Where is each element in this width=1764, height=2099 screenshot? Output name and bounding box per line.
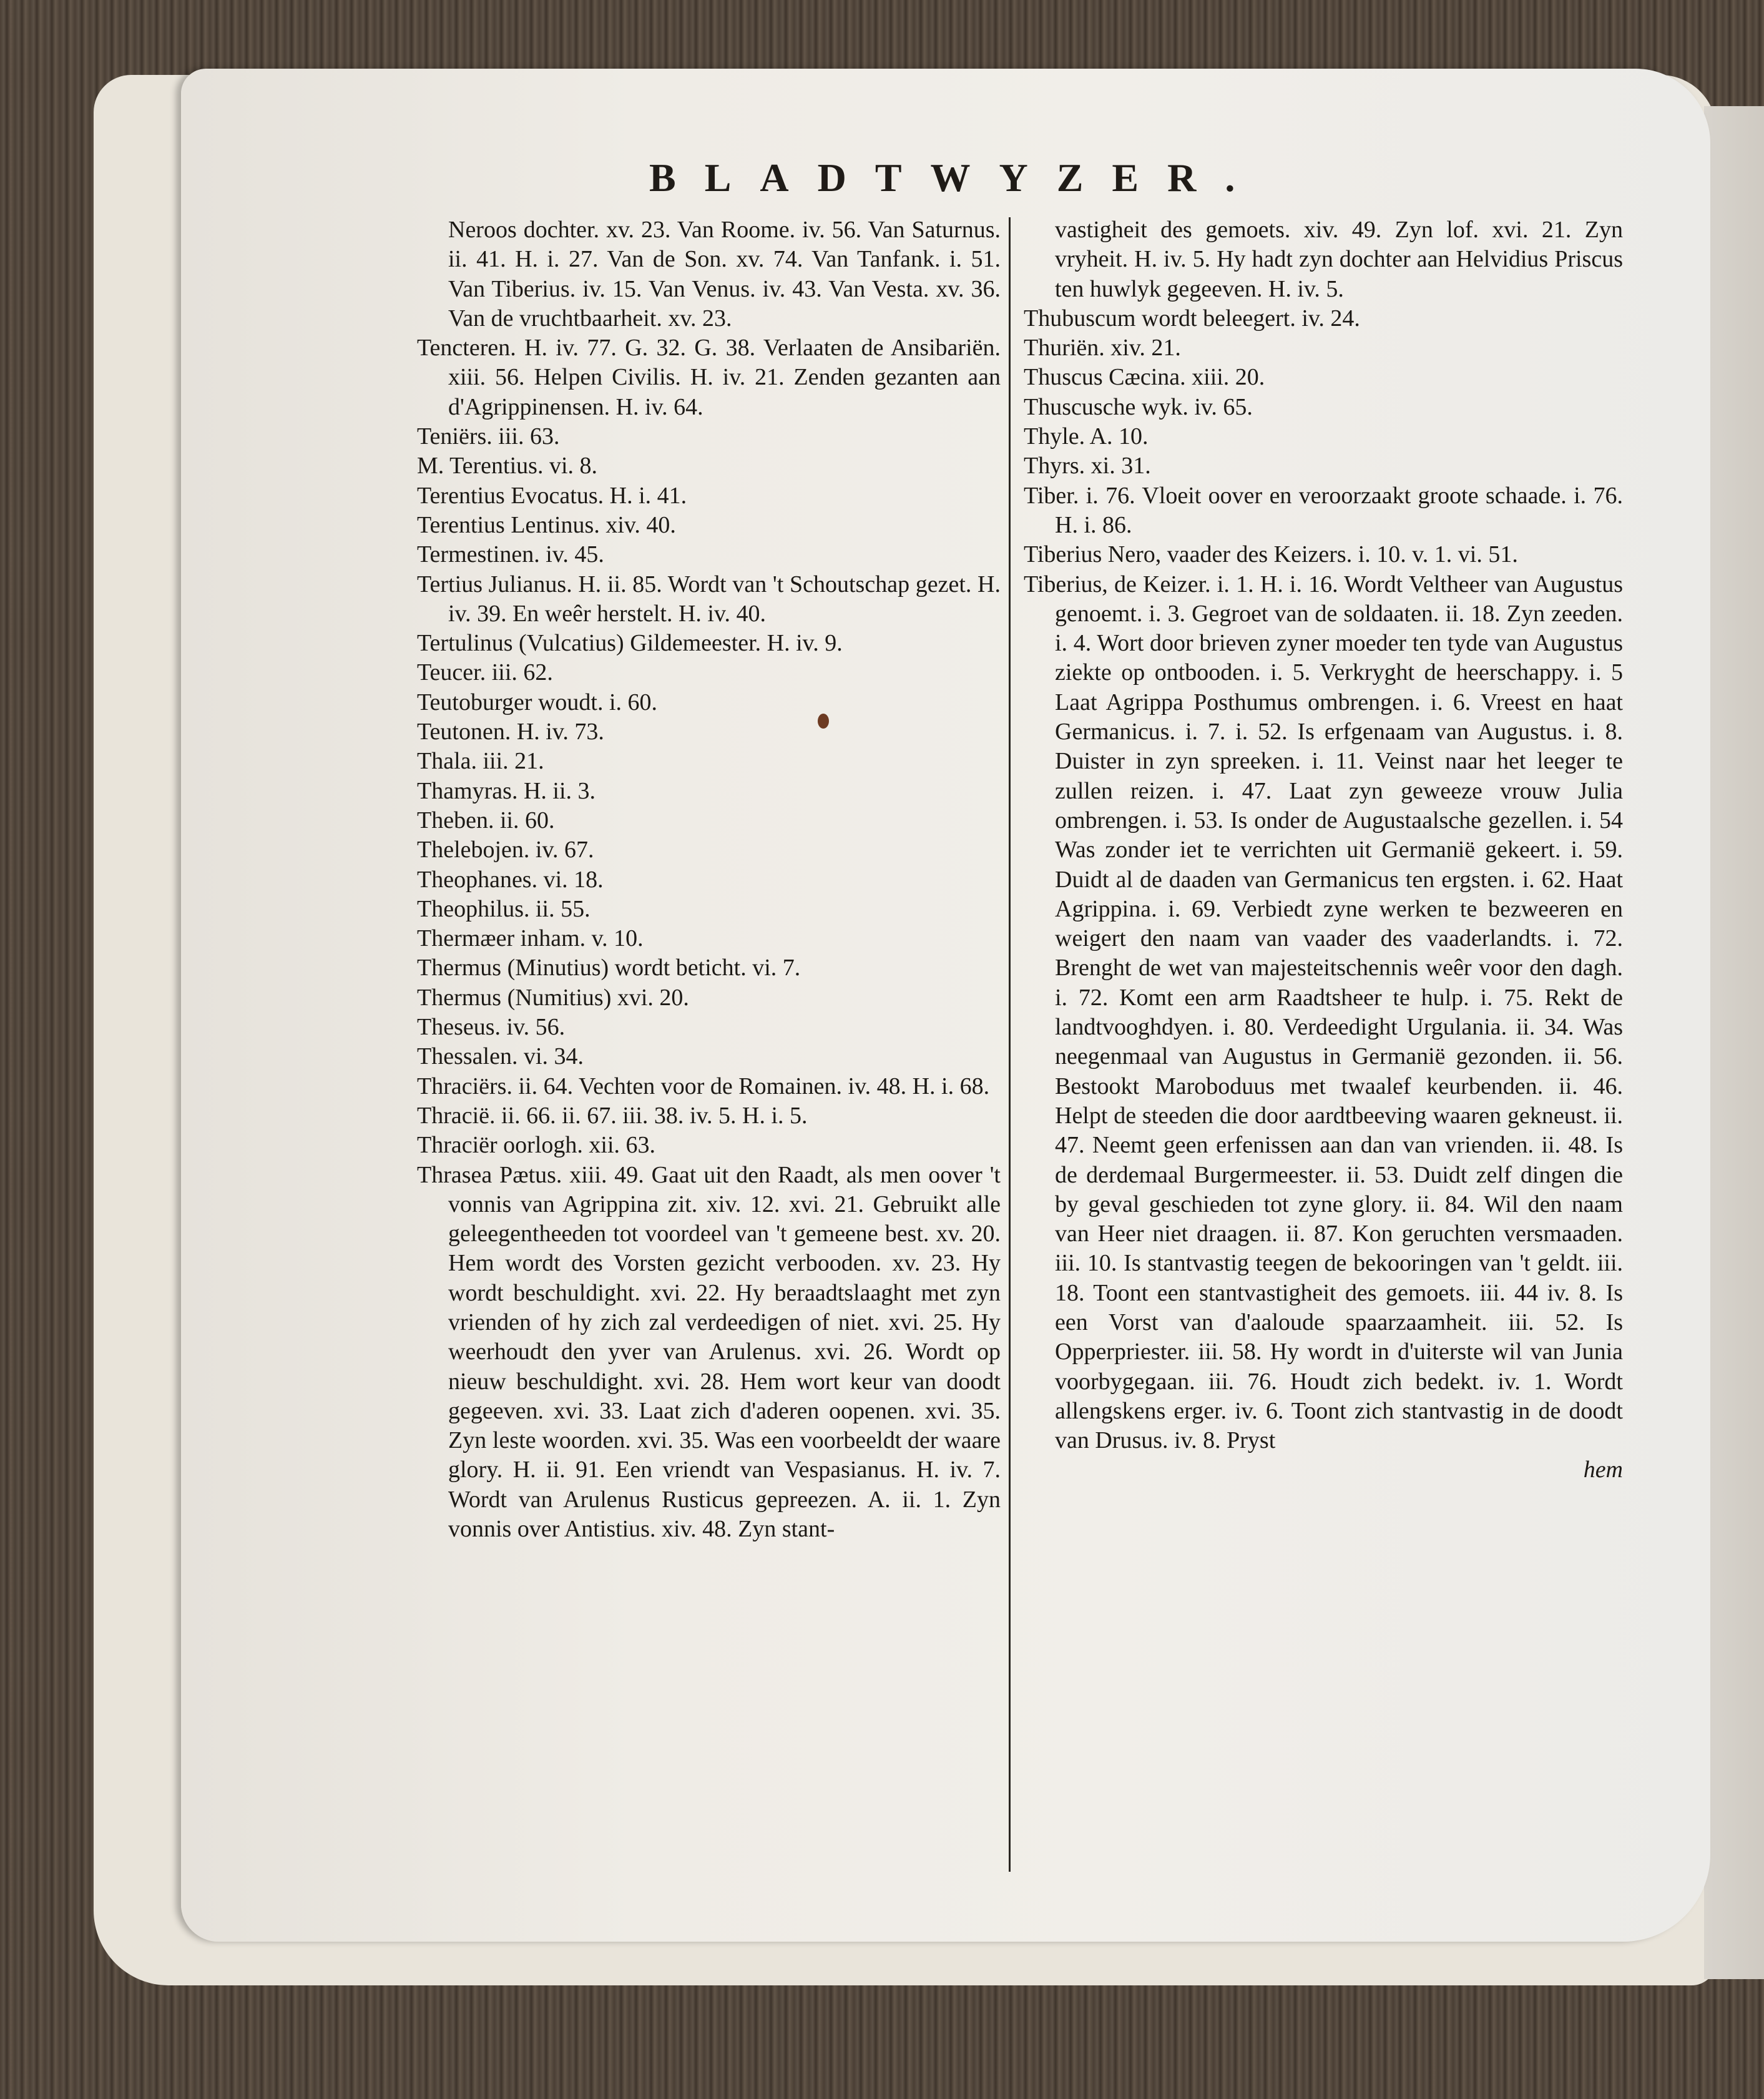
catchword: hem <box>1583 1457 1623 1483</box>
index-entry: Thracië. ii. 66. ii. 67. iii. 38. iv. 5. H. i. 5. <box>417 1102 808 1129</box>
ink-stain <box>818 714 829 729</box>
index-entry: Thrasea Pætus. xiii. 49. Gaat uit den Raadt, als men oover 't vonnis van Agrippina zit. xiv. 12. xvi. 21. Gebruikt alle geleegentheeden tot voordeel van 't gemeene best. xv. 20. Hem wordt des Vorsten gezicht verbooden. xv. 23. Hy wordt beschuldight. xvi. 22. Hy beraadtslaaght met zyn vrienden of hy zich zal verdeedigen of niet. xvi. 25. Hy weerhoudt den yver van Arulenus. xvi. 26. Wordt op nieuw beschuldight. xvi. 28. Hem wort keur van doodt gegeeven. xvi. 33. Laat zich d'aderen oopenen. xvi. 35. Zyn leste woorden. xvi. 35. Was een voorbeeldt der waare glory. H. ii. 91. Een vriendt van Vespasianus. H. iv. 7. Wordt van Arulenus Rusticus gepreezen. A. ii. 1. Zyn vonnis over Antistius. xiv. 48. Zyn stant- <box>417 1161 1001 1543</box>
index-entry: Thraciërs. ii. 64. Vechten voor de Romainen. iv. 48. H. i. 68. <box>417 1073 990 1099</box>
index-entry: Thermus (Minutius) wordt beticht. vi. 7. <box>417 955 801 981</box>
index-entry: Theophanes. vi. 18. <box>417 866 604 893</box>
facing-page-edge <box>1704 106 1764 1979</box>
index-entry: Thuscusche wyk. iv. 65. <box>1024 393 1253 420</box>
index-entry: Terentius Lentinus. xiv. 40. <box>417 511 676 538</box>
column-divider <box>1009 217 1011 1872</box>
index-entry: Thubuscum wordt beleegert. iv. 24. <box>1024 305 1360 332</box>
index-entry: Thermus (Numitius) xvi. 20. <box>417 984 689 1011</box>
index-entry: Teutoburger woudt. i. 60. <box>417 689 658 715</box>
index-entry: Thala. iii. 21. <box>417 748 544 775</box>
index-column-right <box>1024 215 1623 1485</box>
index-entry: Tencteren. H. iv. 77. G. 32. G. 38. Verlaaten de Ansibariën. xiii. 56. Helpen Civilis. H. iv. 21. Zenden gezanten aan d'Agrippinensen. H. iv. 64. <box>417 335 1001 420</box>
index-entry: M. Terentius. vi. 8. <box>417 453 598 479</box>
index-entry: Theophilus. ii. 55. <box>417 895 590 922</box>
index-entry: Thuscus Cæcina. xiii. 20. <box>1024 364 1265 391</box>
index-entry: Tiber. i. 76. Vloeit oover en veroorzaakt groote schaade. i. 76. H. i. 86. <box>1024 482 1623 538</box>
index-entry: Thuriën. xiv. 21. <box>1024 335 1181 361</box>
index-entry: Thelebojen. iv. 67. <box>417 837 594 863</box>
index-entry: Theben. ii. 60. <box>417 807 555 833</box>
index-entry: Termestinen. iv. 45. <box>417 541 604 568</box>
index-entry: Thyrs. xi. 31. <box>1024 453 1151 479</box>
index-entry: vastigheit des gemoets. xiv. 49. Zyn lof. xvi. 21. Zyn vryheit. H. iv. 5. Hy hadt zyn dochter aan Helvidius Priscus ten huwlyk gegeeven. H. iv. 5. <box>1055 217 1623 302</box>
page-title: BLADTWYZER. <box>649 155 1264 200</box>
index-entry: Tertius Julianus. H. ii. 85. Wordt van 't Schoutschap gezet. H. iv. 39. En weêr herstelt. H. iv. 40. <box>417 571 1001 627</box>
index-column-left <box>417 215 1001 1544</box>
index-entry: Terentius Evocatus. H. i. 41. <box>417 482 687 509</box>
index-entry: Tiberius Nero, vaader des Keizers. i. 10. v. 1. vi. 51. <box>1024 541 1518 568</box>
index-entry: Tertulinus (Vulcatius) Gildemeester. H. iv. 9. <box>417 630 843 657</box>
index-entry: Thermæer inham. v. 10. <box>417 925 644 952</box>
index-entry: Thraciër oorlogh. xii. 63. <box>417 1132 656 1159</box>
index-entry: Teutonen. H. iv. 73. <box>417 719 604 745</box>
index-entry: Tiberius, de Keizer. i. 1. H. i. 16. Wordt Veltheer van Augustus genoemt. i. 3. Gegroet van de soldaaten. ii. 18. Zyn zeeden. i. 4. Wort door brieven zyner moeder ten tyde van Augustus ziekte op ontbooden. i. 5. Verkryght de heerschappy. i. 5 Laat Agrippa Posthumus ombrengen. i. 6. Vreest en haat Germanicus. i. 7. i. 52. Is erfgenaam van Augustus. i. 8. Duister in zyn spreeken. i. 11. Veinst naar het leeger te zullen reizen. i. 47. Laat zyn geweeze vrouw Julia ombrengen. i. 53. Is onder de Augustaalsche gezellen. i. 54 Was zonder iet te verrichten uit Germanië gekeert. i. 59. Duidt al de daaden van Germanicus ten ergsten. i. 62. Haat Agrippina. i. 69. Verbiedt zyne werken te bezweeren en weigert den naam van vaader des vaaderlandts. i. 72. Brenght de wet van majesteitschennis weêr voor den dagh. i. 72. Komt een arm Raadtsheer te hulp. i. 75. Rekt de landtvooghdyen. i. 80. Verdeedight Urgulania. ii. 34. Was neegenmaal van Augustus in Germanië gezonden. ii. 56. Bestookt Maroboduus met twaalef keurbenden. ii. 46. Helpt de steeden die door aardtbeeving waaren gekneust. ii. 47. Neemt geen erfenissen aan dan van vrienden. ii. 48. Is de derdemaal Burgermeester. ii. 53. Duidt zelf dingen die by geval geschieden tot zyne glory. ii. 84. Wil den naam van Heer niet draagen. ii. 87. Kon geruchten versmaaden. iii. 10. Is stantvastig teegen de bekooringen van 't geldt. iii. 18. Toont een stantvastigheit des gemoets. iii. 44 iv. 8. Is een Vorst van d'aaloude spaarzaamheit. iii. 52. Is Opperpriester. iii. 58. Hy wordt in d'uiterste wil van Junia voorbygegaan. iii. 76. Houdt zich bedekt. iv. 1. Wordt allengskens erger. iv. 6. Toont zich stantvastig in de doodt van Drusus. iv. 8. Pryst <box>1024 571 1623 1454</box>
index-entry: Theseus. iv. 56. <box>417 1014 566 1041</box>
index-entry: Thamyras. H. ii. 3. <box>417 777 596 804</box>
index-entry: Teniërs. iii. 63. <box>417 423 560 450</box>
index-entry: Thyle. A. 10. <box>1024 423 1149 450</box>
index-entry: Neroos dochter. xv. 23. Van Roome. iv. 56. Van Saturnus. ii. 41. H. i. 27. Van de Son. xv. 74. Van Tanfank. i. 51. Van Tiberius. iv. 15. Van Venus. iv. 43. Van Vesta. xv. 36. Van de vruchtbaarheit. xv. 23. <box>448 217 1001 332</box>
index-entry: Thessalen. vi. 34. <box>417 1043 584 1070</box>
index-entry: Teucer. iii. 62. <box>417 659 553 686</box>
